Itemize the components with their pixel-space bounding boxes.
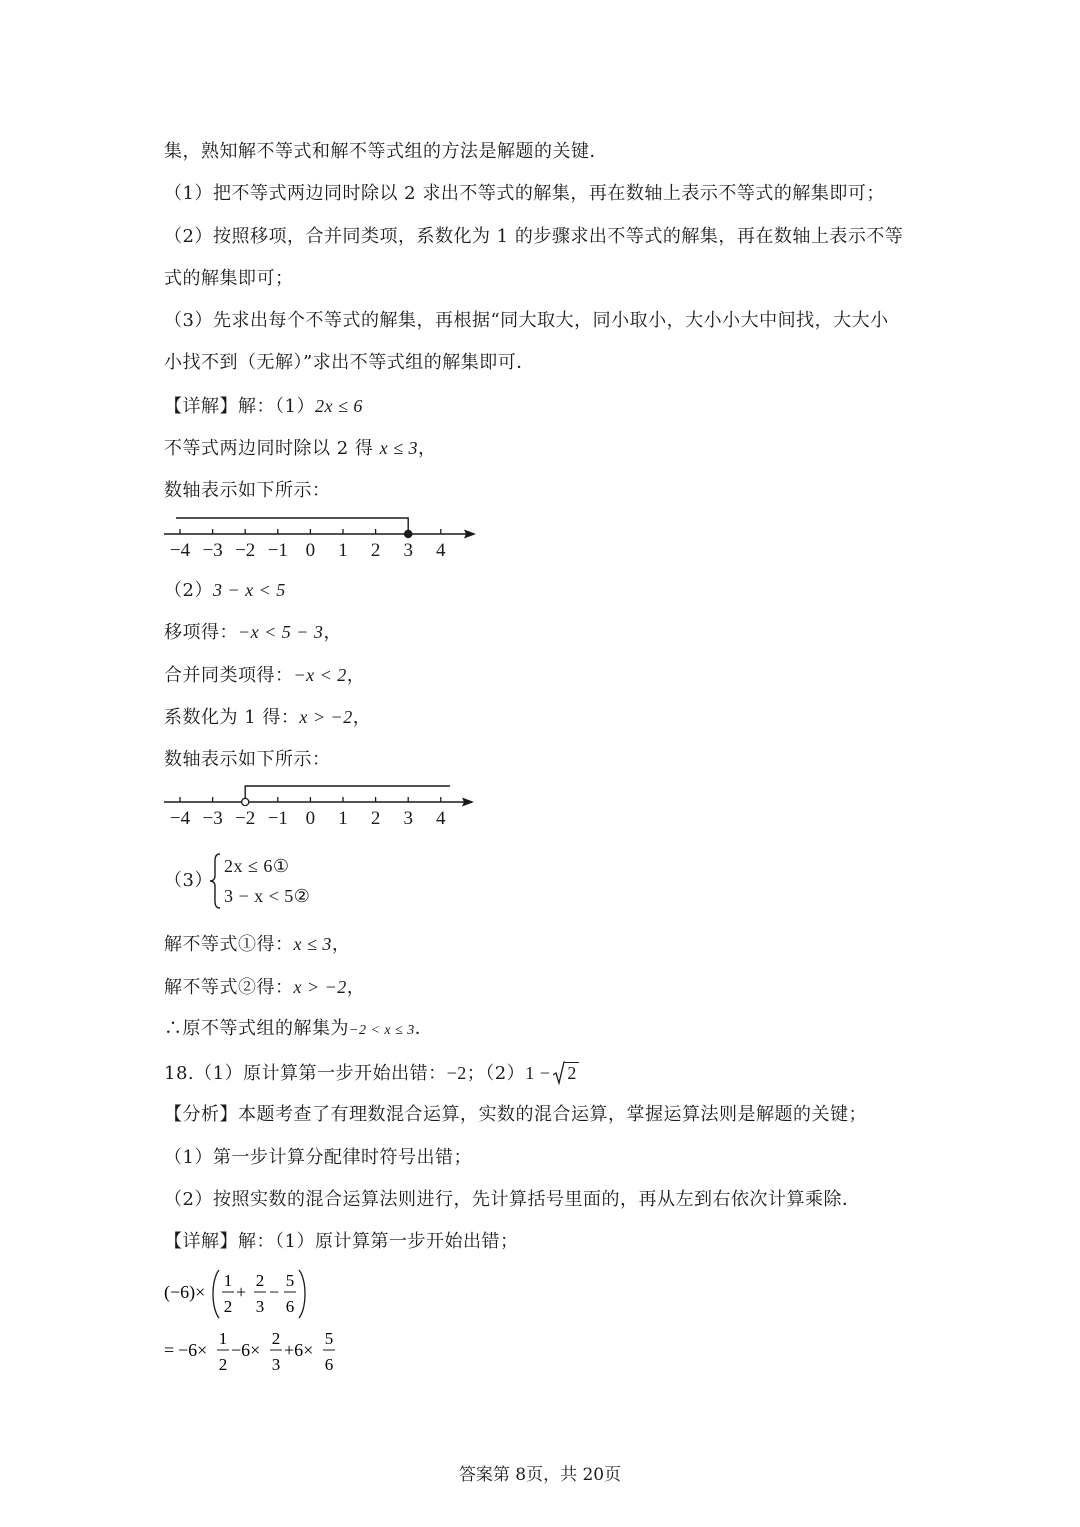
text-line: （2）按照移项，合并同类项，系数化为 1 的步骤求出不等式的解集，再在数轴上表示不等 [164, 226, 904, 247]
answer-line-18 [164, 1061, 579, 1086]
text: 系数化为 1 得： [164, 707, 300, 728]
operator: − [269, 1282, 280, 1302]
text: 合并同类项得： [164, 665, 294, 686]
expression-2 [162, 1326, 362, 1380]
math-inline: 3 − x < 5 [212, 580, 286, 600]
system-row-1: 2x ≤ 6① [224, 856, 290, 876]
solution-bracket [176, 518, 408, 534]
text-line: （3）先求出每个不等式的解集，再根据“同大取大，同小取小，大小小大中间找，大大小 [164, 310, 889, 331]
text: （2） [164, 580, 213, 601]
operator: = [164, 1340, 175, 1360]
frac-den: 6 [285, 1297, 295, 1316]
tick-label: 3 [403, 540, 413, 561]
frac-den: 2 [223, 1297, 233, 1316]
text-line [164, 436, 437, 461]
frac-den: 3 [271, 1355, 281, 1374]
text-line [164, 1017, 433, 1043]
text: 不等式两边同时除以 2 得 [164, 438, 380, 459]
text: ， [418, 438, 437, 459]
text-line: （2）按照实数的混合运算法则进行，先计算括号里面的，再从左到右依次计算乘除． [164, 1189, 861, 1210]
closed-point-icon [405, 530, 412, 537]
frac-num: 2 [255, 1271, 265, 1290]
tick-label: −2 [235, 540, 256, 561]
number-line-1 [160, 510, 490, 566]
text: 解不等式②得： [164, 977, 294, 998]
frac-den: 3 [255, 1297, 265, 1316]
page-footer: 答案第 8页，共 20页 [458, 1465, 622, 1485]
tick-label: −1 [267, 808, 288, 829]
left-paren-icon [213, 1270, 219, 1318]
text: 18.（1）原计算第一步开始出错： [164, 1063, 447, 1084]
frac-den: 6 [324, 1355, 334, 1374]
math-inline: x ≤ 3 [379, 438, 418, 458]
text: 解不等式①得： [164, 934, 294, 955]
term: +6× [284, 1340, 314, 1360]
tick-label: −4 [169, 808, 191, 829]
tick-label: 0 [305, 540, 316, 561]
tick-label: 1 [338, 808, 348, 829]
math-inline: 2x ≤ 6 [314, 396, 363, 416]
tick-label: −2 [235, 808, 256, 829]
text: ；（2） [466, 1063, 526, 1084]
math-inline: x > −2 [293, 977, 347, 997]
expr-prefix: (−6)× [164, 1282, 206, 1302]
frac-den: 2 [218, 1355, 228, 1374]
text-line: 小找不到（无解）”求出不等式组的解集即可． [164, 352, 535, 373]
tick-label: 4 [436, 540, 446, 561]
text: 移项得： [164, 622, 238, 643]
number-line-2 [160, 778, 490, 834]
text-line: 数轴表示如下所示： [164, 480, 331, 501]
tick-label: −3 [202, 808, 223, 829]
tick-label: −1 [267, 540, 288, 561]
operator: + [236, 1282, 247, 1302]
text: ， [346, 977, 366, 998]
term: −6× [231, 1340, 261, 1360]
tick-label: −4 [169, 540, 191, 561]
sqrt-expression [553, 1061, 579, 1086]
detail-label: 【详解】解：（1） [164, 396, 315, 417]
detail-heading [164, 394, 363, 419]
text: ． [414, 1018, 434, 1039]
tick-label: 0 [305, 808, 316, 829]
text-line: （3） [164, 870, 213, 891]
text-line [164, 578, 286, 603]
term: −6× [178, 1340, 208, 1360]
tick-label: 4 [436, 808, 446, 829]
math-inline: −2 < x ≤ 3 [349, 1023, 415, 1038]
text: ， [331, 934, 351, 955]
tick-label: 2 [370, 808, 381, 829]
expression-1 [162, 1266, 322, 1320]
math-inline: −x < 2 [293, 665, 347, 685]
tick-label: 1 [338, 540, 348, 561]
frac-num: 1 [223, 1271, 233, 1290]
text-line [164, 663, 365, 688]
math-inline: −x < 5 − 3 [238, 622, 324, 642]
frac-num: 5 [285, 1271, 295, 1290]
frac-num: 2 [271, 1329, 281, 1348]
solution-bracket [245, 786, 450, 802]
frac-num: 1 [218, 1329, 228, 1348]
text-line: 式的解集即可； [164, 268, 294, 289]
text-line: （1）第一步计算分配律时符号出错； [164, 1147, 472, 1168]
brace-icon [208, 852, 222, 910]
text: ∴原不等式组的解集为 [164, 1018, 349, 1039]
tick-label: 2 [370, 540, 381, 561]
text: ， [346, 665, 366, 686]
math-inline: −2 [446, 1063, 467, 1083]
text: ， [352, 707, 372, 728]
sqrt-radicand: 2 [567, 1063, 577, 1083]
text-line [164, 932, 350, 957]
math-inline: 1 − [525, 1063, 551, 1083]
open-point-icon [242, 798, 249, 805]
text-line: 【分析】本题考查了有理数混合运算，实数的混合运算，掌握运算法则是解题的关键； [164, 1104, 867, 1125]
sqrt-icon [553, 1061, 565, 1085]
right-paren-icon [299, 1270, 305, 1318]
text-line: （1）把不等式两边同时除以 2 求出不等式的解集，再在数轴上表示不等式的解集即可； [164, 183, 885, 204]
text-line: 【详解】解：（1）原计算第一步开始出错； [164, 1231, 519, 1252]
text-line [164, 705, 371, 730]
system-row-2: 3 − x < 5② [224, 886, 311, 906]
tick-label: −3 [202, 540, 223, 561]
frac-num: 5 [324, 1329, 334, 1348]
text: ， [323, 622, 342, 643]
math-inline: x ≤ 3 [293, 934, 332, 954]
tick-label: 3 [403, 808, 413, 829]
math-inline: x > −2 [299, 707, 353, 727]
text-line: 数轴表示如下所示： [164, 749, 331, 770]
text-line [164, 975, 365, 1000]
text-line: 集，熟知解不等式和解不等式组的方法是解题的关键． [164, 141, 608, 162]
text-line [164, 620, 342, 645]
